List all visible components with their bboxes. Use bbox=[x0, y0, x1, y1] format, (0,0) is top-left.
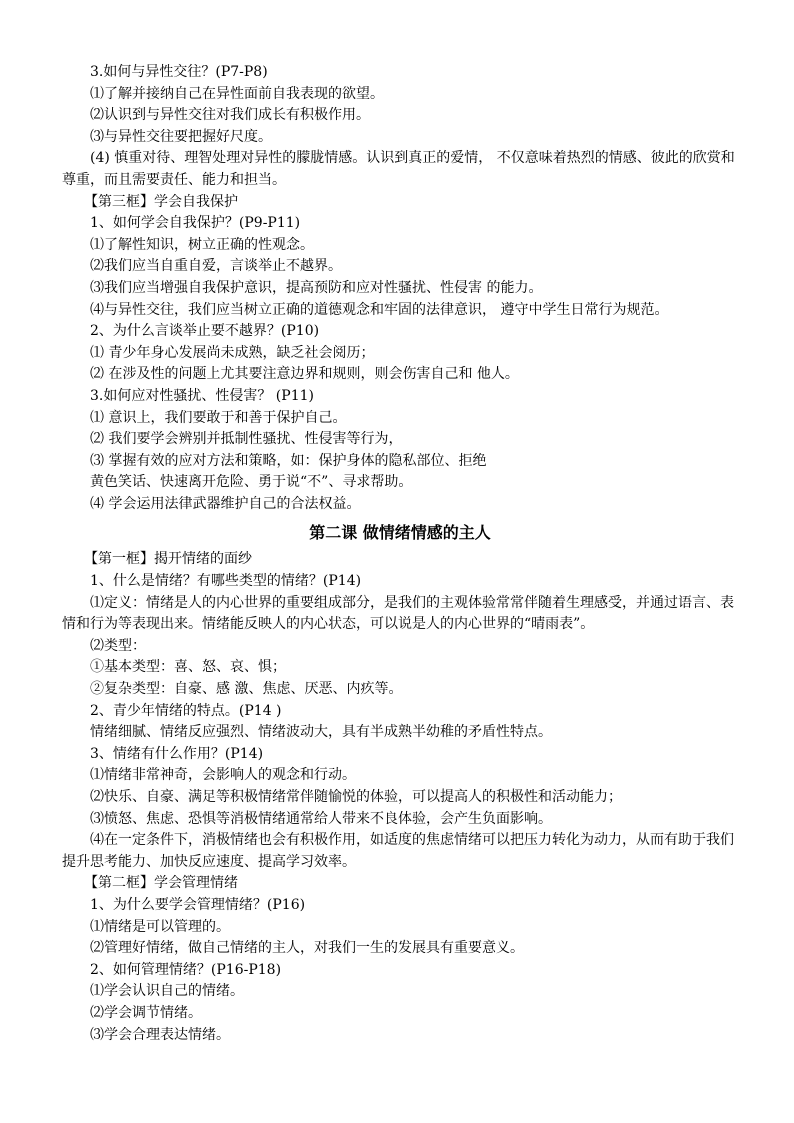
answer-paragraph: ⑷在一定条件下，消极情绪也会有积极作用，如适度的焦虑情绪可以把压力转化为动力，从而有助于我们提升思考能力、加快反应速度、提高学习效率。 bbox=[62, 832, 734, 870]
question-heading: 2、为什么言谈举止要不越界？(P10) bbox=[90, 323, 320, 340]
answer-line: ⑵快乐、自豪、满足等积极情绪常伴随愉悦的体验，可以提高人的积极性和活动能力； bbox=[90, 789, 622, 805]
answer-line: ②复杂类型：自豪、感 激、焦虑、厌恶、内疚等。 bbox=[90, 681, 403, 698]
answer-line: ⑶学会合理表达情绪。 bbox=[90, 1026, 230, 1043]
question-heading: 1、什么是情绪？有哪些类型的情绪？(P14) bbox=[90, 573, 362, 590]
answer-line: ⑵学会调节情绪。 bbox=[90, 1004, 202, 1021]
answer-line: ⑴了解并接纳自己在异性面前自我表现的欲望。 bbox=[90, 85, 384, 102]
question-heading: 2、青少年情绪的特点。(P14 ) bbox=[90, 702, 282, 719]
answer-line: ⑴情绪非常神奇，会影响人的观念和行动。 bbox=[90, 767, 356, 784]
answer-line: 黄色笑话、快速离开危险、勇于说“不”、寻求帮助。 bbox=[90, 474, 413, 491]
answer-line: ⑵ 我们要学会辨别并抵制性骚扰、性侵害等行为， bbox=[90, 431, 403, 448]
answer-line: ①基本类型：喜、怒、哀、惧； bbox=[90, 659, 286, 676]
answer-line: ⑶愤怒、焦虑、恐惧等消极情绪通常给人带来不良体验，会产生负面影响。 bbox=[90, 810, 552, 827]
answer-line: ⑵我们应当自重自爱，言谈举止不越界。 bbox=[90, 258, 342, 275]
answer-line: ⑴情绪是可以管理的。 bbox=[90, 918, 230, 935]
question-heading: 2、如何管理情绪？(P16-P18) bbox=[90, 961, 282, 978]
answer-line: ⑵认识到与异性交往对我们成长有积极作用。 bbox=[90, 107, 370, 124]
answer-line: ⑵ 在涉及性的问题上尤其要注意边界和规则，则会伤害自己和 他人。 bbox=[90, 366, 519, 383]
answer-line: ⑴ 青少年身心发展尚未成熟，缺乏社会阅历； bbox=[90, 344, 375, 361]
answer-line: ⑵管理好情绪，做自己情绪的主人，对我们一生的发展具有重要意义。 bbox=[90, 940, 524, 957]
answer-line: ⑶ 掌握有效的应对方法和策略，如：保护身体的隐私部位、拒绝 bbox=[90, 452, 487, 469]
question-heading: 3.如何与异性交往？(P7-P8) bbox=[90, 64, 268, 80]
answer-line: ⑶与异性交往要把握好尺度。 bbox=[90, 128, 272, 145]
answer-line: ⑴了解性知识，树立正确的性观念。 bbox=[90, 236, 314, 253]
frame-heading: 【第一框】揭开情绪的面纱 bbox=[84, 551, 252, 568]
answer-paragraph: ⑴定义：情绪是人的内心世界的重要组成部分，是我们的主观体验常常伴随着生理感受，并通过语言、表情和行为等表现出来。情绪能反映人的内心状态，可以说是人的内心世界的“晴雨表”。 bbox=[62, 594, 734, 633]
answer-line: ⑴ 意识上，我们要敢于和善于保护自己。 bbox=[90, 409, 347, 426]
frame-heading: 【第二框】学会管理情绪 bbox=[84, 875, 238, 892]
answer-paragraph: ⑷与异性交往，我们应当树立正确的道德观念和牢固的法律意识， 遵守中学生日常行为规范。 bbox=[90, 301, 669, 318]
question-heading: 1、为什么要学会管理情绪？(P16) bbox=[90, 896, 306, 913]
frame-heading: 【第三框】学会自我保护 bbox=[84, 193, 238, 210]
question-heading: 3.如何应对性骚扰、性侵害？ (P11) bbox=[90, 387, 314, 404]
answer-line: 情绪细腻、情绪反应强烈、情绪波动大，具有半成熟半幼稚的矛盾性特点。 bbox=[90, 724, 552, 741]
answer-line: ⑴学会认识自己的情绪。 bbox=[90, 983, 244, 1000]
answer-line: ⑵类型： bbox=[90, 637, 146, 654]
lesson-title: 第二课 做情绪情感的主人 bbox=[309, 523, 491, 543]
question-heading: 3、情绪有什么作用？(P14) bbox=[90, 745, 264, 762]
question-heading: 1、如何学会自我保护？(P9-P11) bbox=[90, 215, 301, 232]
answer-line: ⑶我们应当增强自我保护意识，提高预防和应对性骚扰、性侵害 的能力。 bbox=[90, 279, 543, 296]
answer-paragraph: (4) 慎重对待、理智处理对异性的朦胧情感。认识到真正的爱情， 不仅意味着热烈的情感、彼此的欣赏和尊重，而且需要责任、能力和担当。 bbox=[62, 150, 735, 188]
document-content bbox=[62, 62, 738, 1046]
answer-line: ⑷ 学会运用法律武器维护自己的合法权益。 bbox=[90, 495, 361, 512]
